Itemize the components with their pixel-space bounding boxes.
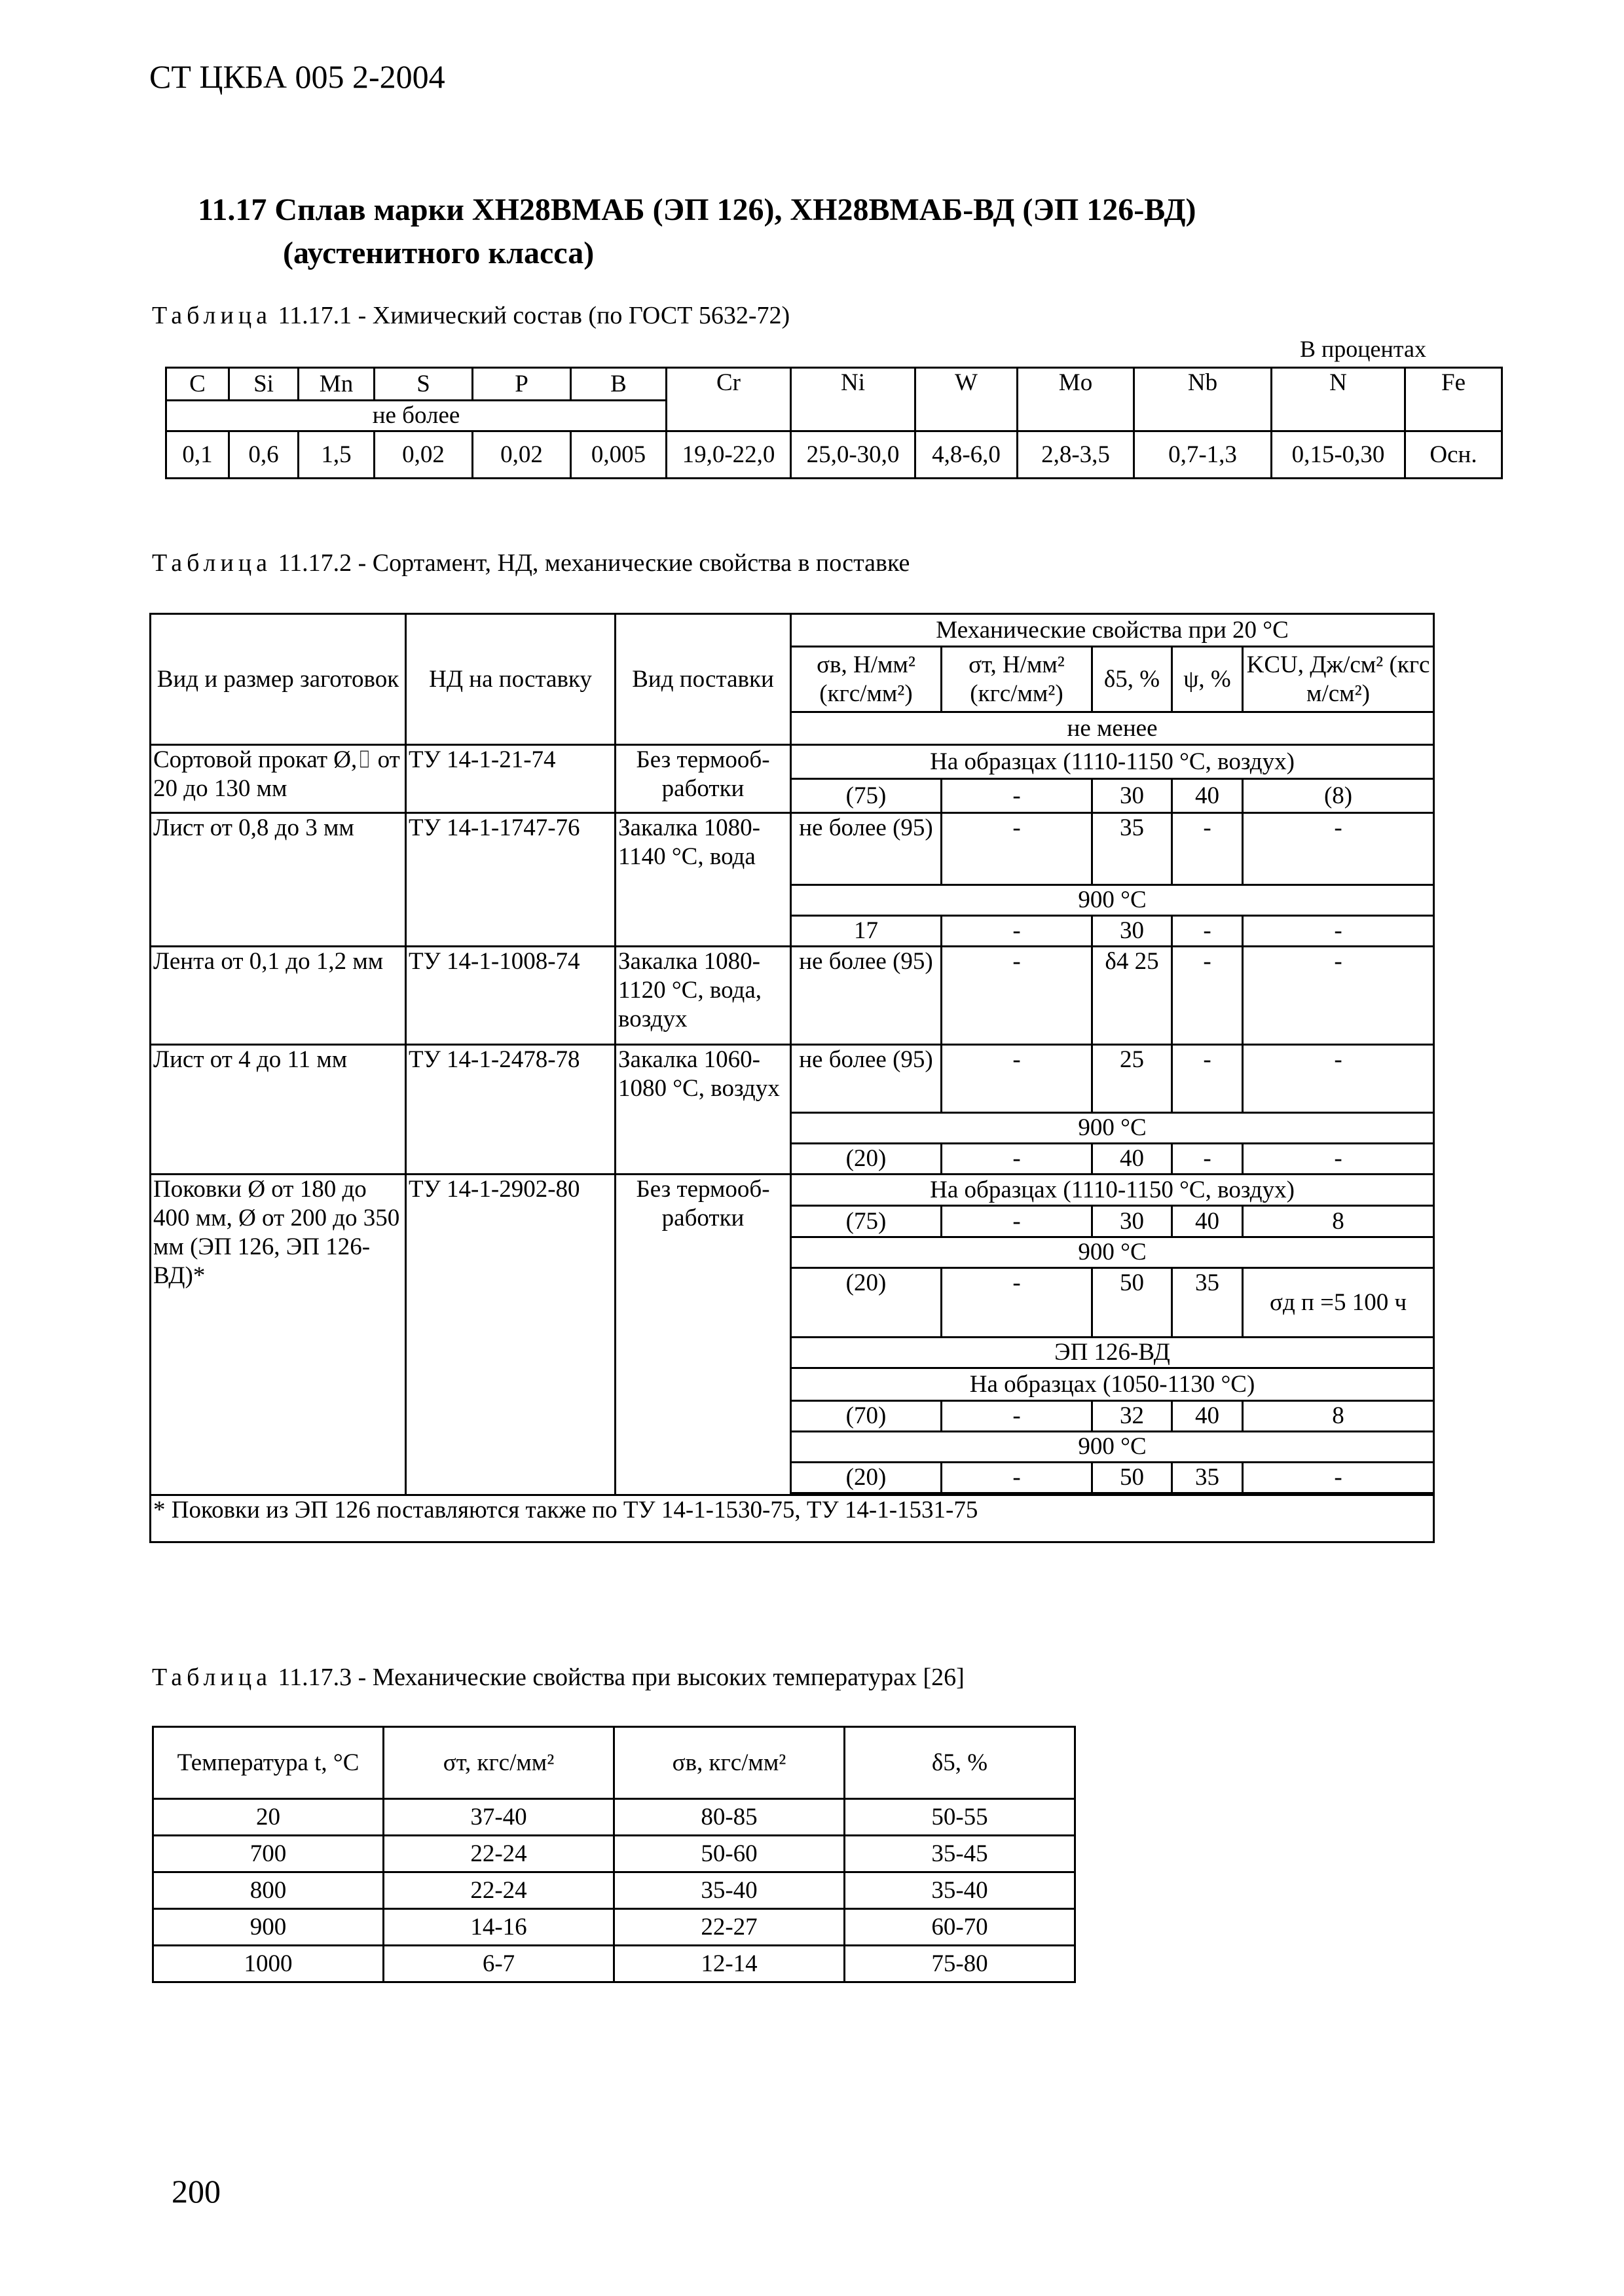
value-cell: (20) [791,1144,942,1175]
table-row [153,1872,1075,1909]
header-cell: Fe [1405,368,1502,431]
header-cell: N [1272,368,1405,431]
value-cell: 75-80 [845,1946,1075,1982]
mech-props-header: Механические свойства при 20 °С [791,614,1434,647]
value-cell: - [1172,813,1243,885]
header-cell: B [571,368,667,401]
table2-caption-number: 11.17.2 [278,549,352,577]
value-cell: 0,005 [571,431,667,479]
condition-cell: ЭП 126-ВД [791,1338,1434,1368]
table1-caption [152,301,790,330]
table3-high-temperature [152,1726,1076,1983]
value-cell: 22-27 [614,1909,845,1946]
col-psi-header: ψ, % [1172,647,1243,712]
table-row [153,1909,1075,1946]
value-cell: (75) [791,1206,942,1237]
table2-header-row [151,614,1434,647]
nd-cell: ТУ 14-1-1008-74 [406,947,616,1045]
value-cell: 0,7-1,3 [1134,431,1272,479]
value-cell: 800 [153,1872,384,1909]
condition-cell: 900 °С [791,1237,1434,1268]
condition-cell: На образцах (1110-1150 °С, воздух) [791,745,1434,779]
delivery-cell: Закалка 1060-1080 °С, воздух [616,1045,791,1175]
value-cell: 50-60 [614,1836,845,1872]
header-cell: C [166,368,229,401]
section-title-line1: 11.17 Сплав марки ХН28ВМАБ (ЭП 126), ХН28ВМАБ-ВД (ЭП 126-ВД) [198,192,1196,227]
table-row [151,745,1434,779]
header-cell: Cr [667,368,791,431]
value-cell: 25 [1092,1045,1172,1113]
value-cell: - [1172,1144,1243,1175]
value-cell: 22-24 [384,1872,614,1909]
value-cell: (70) [791,1401,942,1432]
section-title [198,189,1196,275]
table2-footnote-row [151,1495,1434,1542]
nd-cell: ТУ 14-1-21-74 [406,745,616,813]
value-cell: 35-45 [845,1836,1075,1872]
table1-header-row [166,368,1502,401]
table-row [151,813,1434,885]
value-cell: 4,8-6,0 [915,431,1018,479]
value-cell: 0,02 [473,431,571,479]
table3-header-row [153,1727,1075,1799]
header-cell: Температура t, °С [153,1727,384,1799]
value-cell: 1,5 [299,431,375,479]
value-cell: 19,0-22,0 [667,431,791,479]
value-cell: - [1172,947,1243,1045]
value-cell: - [1243,947,1434,1045]
value-cell: 37-40 [384,1799,614,1836]
value-cell: Осн. [1405,431,1502,479]
value-cell: 50 [1092,1268,1172,1338]
value-cell: - [942,779,1092,813]
value-cell: 8 [1243,1206,1434,1237]
blank-cell: Лист от 4 до 11 мм [151,1045,406,1175]
page-number: 200 [172,2173,221,2210]
delivery-cell: Без термооб-работки [616,745,791,813]
col-delta5-header: δ5, % [1092,647,1172,712]
value-cell: 40 [1172,1401,1243,1432]
header-cell: Ni [791,368,915,431]
table3-caption-text: - Механические свойства при высоких температурах [26] [358,1664,965,1691]
value-cell: (20) [791,1463,942,1493]
value-cell: - [1243,916,1434,947]
col-nd-header: НД на поставку [406,614,616,745]
nd-cell: ТУ 14-1-2478-78 [406,1045,616,1175]
value-cell: 80-85 [614,1799,845,1836]
value-cell: σд п =5 100 ч [1243,1268,1434,1338]
value-cell: 50 [1092,1463,1172,1493]
value-cell: 50-55 [845,1799,1075,1836]
value-cell: не более (95) [791,1045,942,1113]
col-blank-header: Вид и размер заготовок [151,614,406,745]
value-cell: - [1243,813,1434,885]
nd-cell: ТУ 14-1-2902-80 [406,1175,616,1495]
col-kcu-header: KCU, Дж/см² (кгс м/см²) [1243,647,1434,712]
value-cell: 20 [153,1799,384,1836]
value-cell: 35 [1092,813,1172,885]
delivery-cell: Без термооб-работки [616,1175,791,1495]
table3-caption-label: Таблица [152,1664,272,1691]
table3-caption-number: 11.17.3 [278,1664,352,1691]
value-cell: (8) [1243,779,1434,813]
value-cell: 35-40 [845,1872,1075,1909]
value-cell: - [942,1045,1092,1113]
value-cell: - [1172,1045,1243,1113]
table1-caption-label: Таблица [152,302,272,329]
table2-caption [152,549,910,577]
value-cell: 12-14 [614,1946,845,1982]
value-cell: - [1172,916,1243,947]
value-cell: 40 [1172,779,1243,813]
value-cell: 0,02 [375,431,473,479]
col-sigma-t-header: σт, Н/мм² (кгс/мм²) [942,647,1092,712]
header-cell: P [473,368,571,401]
value-cell: - [942,813,1092,885]
blank-cell: Лист от 0,8 до 3 мм [151,813,406,947]
value-cell: - [942,1144,1092,1175]
not-less-header: не менее [791,712,1434,745]
value-cell: 0,6 [229,431,299,479]
value-cell: - [1243,1045,1434,1113]
table1-caption-text: - Химический состав (по ГОСТ 5632-72) [358,302,790,329]
table3-caption [152,1663,965,1692]
table-row [151,1045,1434,1113]
col-delivery-header: Вид поставки [616,614,791,745]
value-cell: - [942,1206,1092,1237]
value-cell: 30 [1092,916,1172,947]
value-cell: 2,8-3,5 [1018,431,1134,479]
value-cell: 0,15-0,30 [1272,431,1405,479]
value-cell: 40 [1172,1206,1243,1237]
condition-cell: 900 °С [791,885,1434,916]
condition-cell: 900 °С [791,1113,1434,1144]
header-cell: S [375,368,473,401]
value-cell: (20) [791,1268,942,1338]
document-header: СТ ЦКБА 005 2-2004 [149,58,445,95]
header-cell: δ5, % [845,1727,1075,1799]
nd-cell: ТУ 14-1-1747-76 [406,813,616,947]
value-cell: не более (95) [791,813,942,885]
value-cell: 0,1 [166,431,229,479]
value-cell: 900 [153,1909,384,1946]
blank-cell: Сортовой прокат Ø,⌷ от 20 до 130 мм [151,745,406,813]
delivery-cell: Закалка 1080-1140 °С, вода [616,813,791,947]
value-cell: - [942,1268,1092,1338]
value-cell: 700 [153,1836,384,1872]
value-cell: (75) [791,779,942,813]
header-cell: σв, кгс/мм² [614,1727,845,1799]
table2-caption-label: Таблица [152,549,272,577]
header-cell: Si [229,368,299,401]
header-cell: Nb [1134,368,1272,431]
table-row [151,1175,1434,1206]
table-row [153,1836,1075,1872]
table-row [151,947,1434,1045]
header-cell: Mn [299,368,375,401]
table1-unit-note: В процентах [1300,336,1426,362]
value-cell: 8 [1243,1401,1434,1432]
condition-cell: На образцах (1050-1130 °С) [791,1368,1434,1401]
table2-footnote: * Поковки из ЭП 126 поставляются также по ТУ 14-1-1530-75, ТУ 14-1-1531-75 [151,1495,1434,1542]
subheader-cell: не более [166,401,667,431]
table-row [153,1946,1075,1982]
table1-caption-number: 11.17.1 [278,302,352,329]
header-cell: σт, кгс/мм² [384,1727,614,1799]
value-cell: 14-16 [384,1909,614,1946]
value-cell: 30 [1092,779,1172,813]
value-cell: - [942,1463,1092,1493]
table2-caption-text: - Сортамент, НД, механические свойства в поставке [358,549,910,577]
header-cell: Mo [1018,368,1134,431]
col-sigma-b-header: σв, Н/мм² (кгс/мм²) [791,647,942,712]
value-cell: δ4 25 [1092,947,1172,1045]
value-cell: 30 [1092,1206,1172,1237]
value-cell: - [1243,1463,1434,1493]
table1-chemical-composition [165,367,1503,479]
value-cell: 35 [1172,1463,1243,1493]
value-cell: - [942,947,1092,1045]
blank-cell: Поковки Ø от 180 до 400 мм, Ø от 200 до 350 мм (ЭП 126, ЭП 126-ВД)* [151,1175,406,1495]
condition-cell: 900 °С [791,1432,1434,1463]
table-row [153,1799,1075,1836]
value-cell: 25,0-30,0 [791,431,915,479]
value-cell: 60-70 [845,1909,1075,1946]
value-cell: 6-7 [384,1946,614,1982]
header-cell: W [915,368,1018,431]
value-cell: не более (95) [791,947,942,1045]
section-title-line2: (аустенитного класса) [283,236,595,270]
value-cell: 35-40 [614,1872,845,1909]
delivery-cell: Закалка 1080-1120 °С, вода, воздух [616,947,791,1045]
value-cell: - [942,1401,1092,1432]
blank-cell: Лента от 0,1 до 1,2 мм [151,947,406,1045]
value-cell: 35 [1172,1268,1243,1338]
value-cell: - [1243,1144,1434,1175]
value-cell: 40 [1092,1144,1172,1175]
condition-cell: На образцах (1110-1150 °С, воздух) [791,1175,1434,1206]
table2-assortment-mechanical [149,613,1435,1543]
value-cell: 22-24 [384,1836,614,1872]
value-cell: 17 [791,916,942,947]
table-row [166,431,1502,479]
value-cell: - [942,916,1092,947]
value-cell: 1000 [153,1946,384,1982]
value-cell: 32 [1092,1401,1172,1432]
